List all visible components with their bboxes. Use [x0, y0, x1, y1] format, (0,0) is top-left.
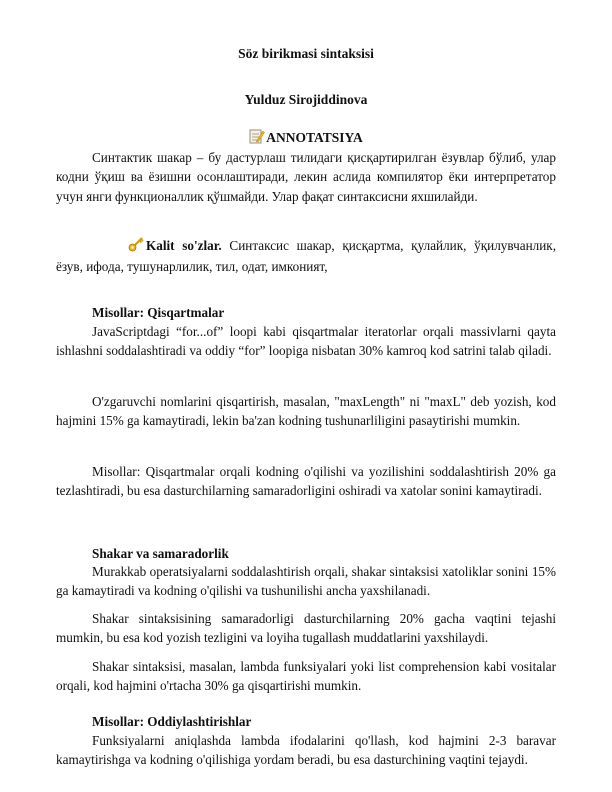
author-name: Yulduz Sirojiddinova — [244, 92, 368, 107]
section-heading: Shakar va samaradorlik — [92, 546, 229, 561]
section-paragraph: Shakar sintaksisining samaradorligi dasturchilarning 20% gacha vaqtini tejashi mumkin, bu esa kod yozish tezligini va loyiha tugallash muddatlarini yaxshilaydi. — [56, 611, 556, 646]
annotation-heading-row — [0, 128, 612, 148]
section-paragraph: Shakar sintaksisi, masalan, lambda funksiyalari yoki list comprehension kabi vositalar orqali, kod hajmini o'rtacha 30% ga qisqartirishi mumkin. — [56, 659, 556, 694]
section-paragraph: Funksiyalarni aniqlashda lambda ifodalarini qo'llash, kod hajmini 2-3 baravar kamaytirishga va kodning o'qilishiga yordam beradi, bu esa dasturchining vaqtini tejaydi. — [56, 733, 556, 768]
section-paragraph: O'zgaruvchi nomlarini qisqartirish, masalan, "maxLength" ni "maxL" deb yozish, kod hajmini 15% ga kamaytiradi, lekin ba'zan kodning tushunarliligini pasaytirishi mumkin. — [56, 394, 556, 429]
section-heading: Misollar: Oddiylashtirishlar — [92, 714, 252, 729]
keywords-label: Kalit so'zlar. — [146, 238, 222, 253]
section-heading: Misollar: Qisqartmalar — [92, 305, 225, 320]
section-paragraph: Murakkab operatsiyalarni soddalashtirish orqali, shakar sintaksisi xatoliklar sonini 15% ga kamaytiradi va kodning o'qilishi va tushunilishi ancha yaxshilanadi. — [56, 564, 556, 599]
paper-title: Söz birikmasi sintaksisi — [238, 46, 374, 61]
section-paragraph: Misollar: Qisqartmalar orqali kodning o'qilishi va yozilishini soddalashtirish 20% ga tezlashtiradi, bu esa dasturchilarning samaradorligini oshiradi va xatolar sonini kamaytiradi. — [56, 464, 556, 499]
annotation-text: Синтактик шакар – бу дастурлаш тилидаги қисқартирилган ёзувлар бўлиб, улар кодни ўқиш ва ёзишни осонлаштиради, лекин аслида компилятор ёки интерпретатор учун янги функционаллик қўшмайди. Улар фақат синтаксисни яхшилайди. — [56, 150, 556, 204]
section-paragraph: JavaScriptdagi “for...of” loopi kabi qisqartmalar iteratorlar orqali massivlarni qayta ishlashni soddalashtiradi va oddiy “for” loopiga nisbatan 30% kamroq kod satrini talab qiladi. — [56, 324, 556, 359]
keywords-paragraph — [56, 236, 556, 277]
memo-pencil-icon — [249, 128, 265, 148]
keywords-text: Синтаксис шакар, қисқартма, қулайлик, ўқилувчанлик, ёзув, ифода, тушунарлилик, тил, одат, имконият, — [56, 238, 556, 275]
key-icon — [92, 236, 144, 257]
annotation-heading: ANNOTATSIYA — [266, 130, 363, 145]
